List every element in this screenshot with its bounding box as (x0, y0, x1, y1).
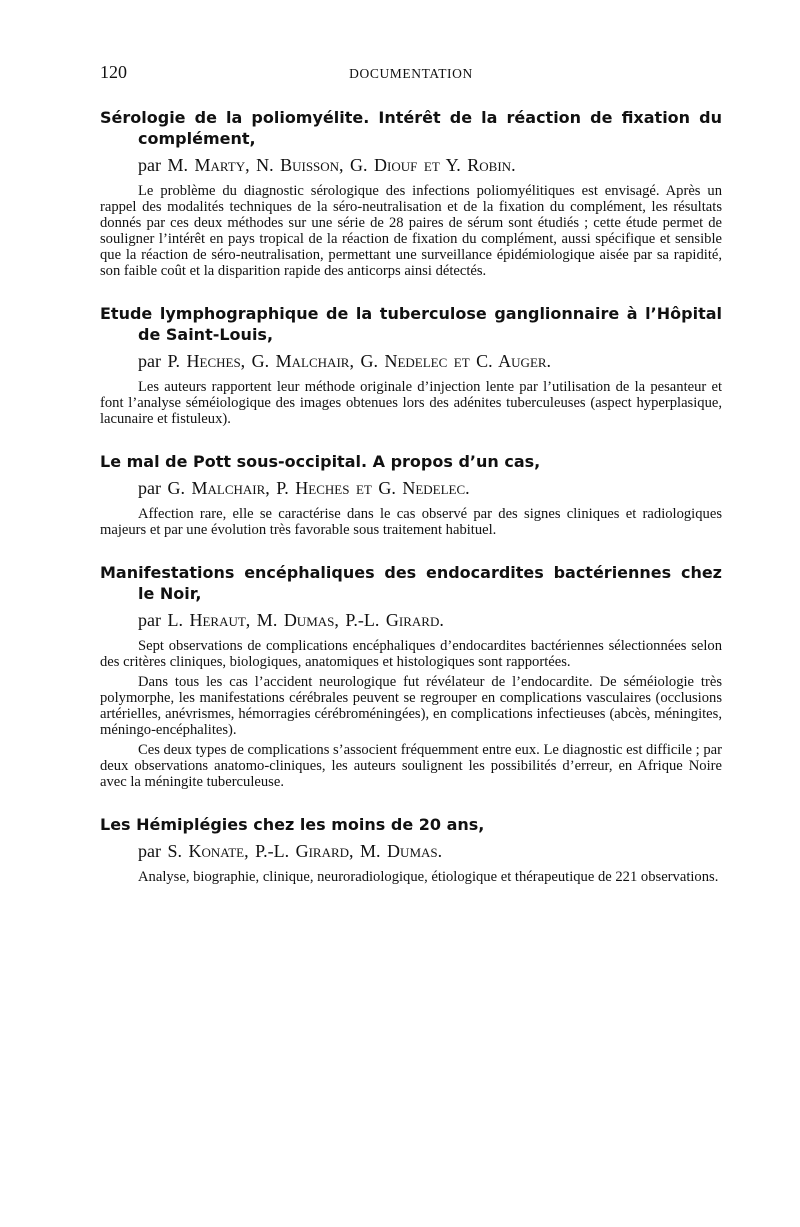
document-page (100, 62, 722, 909)
article-authors: P. Heches, G. Malchair, G. Nedelec et C. Auger. (167, 351, 552, 371)
abstract-paragraph: Dans tous les cas l’accident neurologique fut révélateur de l’endocardite. De séméiologie très polymorphe, les manifestations cérébrales peuvent se regrouper en complications vasculaires (occlusions artérielles, anévrismes, hémorragies cérébroméningées), en complications infectieuses (abcès, méningites, méningo-encéphalites). (100, 674, 722, 738)
abstract-paragraph: Le problème du diagnostic sérologique des infections poliomyélitiques est envisagé. Après un rappel des modalités techniques de la séro-neutralisation et de la fixation du complément, les résultats donnés par ces deux méthodes sur une série de 28 paires de sérum sont étudiés ; cette étude permet de souligner l’intérêt en pays tropical de la réaction de fixation du complément, aussi spécifique et sensible que la réaction de séro-neutralisation, permettant une surveillance épidémiologique aisée par sa rapidité, son faible coût et la disparition rapide des anticorps ainsi détectés. (100, 183, 722, 279)
page-header (100, 62, 722, 92)
article-byline (138, 153, 722, 177)
running-title: DOCUMENTATION (349, 66, 473, 81)
article-authors: L. Heraut, M. Dumas, P.-L. Girard. (167, 610, 444, 630)
article (100, 562, 722, 790)
abstract-paragraph: Les auteurs rapportent leur méthode originale d’injection lente par l’utilisation de la pesanteur et font l’analyse séméiologique des images obtenues lors des adénites tuberculeuses (aspect hyperplasique, lacunaire et fistuleux). (100, 379, 722, 427)
byline-par: par (138, 478, 161, 498)
article-authors: S. Konate, P.-L. Girard, M. Dumas. (167, 841, 443, 861)
article-authors: G. Malchair, P. Heches et G. Nedelec. (167, 478, 470, 498)
byline-par: par (138, 610, 161, 630)
byline-par: par (138, 155, 161, 175)
article (100, 107, 722, 279)
article (100, 814, 722, 885)
byline-par: par (138, 351, 161, 371)
article-title: Etude lymphographique de la tuberculose ganglionnaire à l’Hôpital de Saint-Louis, (100, 304, 722, 344)
article-byline (138, 608, 722, 632)
article (100, 451, 722, 538)
article-title: Le mal de Pott sous-occipital. A propos d’un cas, (100, 452, 541, 471)
article-authors: M. Marty, N. Buisson, G. Diouf et Y. Robin. (167, 155, 516, 175)
article-title: Les Hémiplégies chez les moins de 20 ans, (100, 815, 485, 834)
byline-par: par (138, 841, 161, 861)
abstract-paragraph: Sept observations de complications encéphaliques d’endocardites bactériennes sélectionnées selon des critères cliniques, biologiques, anatomiques et histologiques sont rapportées. (100, 638, 722, 670)
page-number: 120 (100, 62, 127, 82)
abstract-paragraph: Analyse, biographie, clinique, neuroradiologique, étiologique et thérapeutique de 221 observations. (138, 869, 719, 885)
abstract-paragraph: Ces deux types de complications s’associent fréquemment entre eux. Le diagnostic est difficile ; par deux observations anatomo-cliniques, les auteurs soulignent les possibilités d’erreur, en Afrique Noire avec la méningite tuberculeuse. (100, 742, 722, 790)
article-byline (138, 476, 722, 500)
article-title: Sérologie de la poliomyélite. Intérêt de la réaction de fixation du complément, (100, 108, 722, 148)
article (100, 303, 722, 427)
abstract-paragraph: Affection rare, elle se caractérise dans le cas observé par des signes cliniques et radiologiques majeurs et par une évolution très favorable sous traitement habituel. (100, 506, 722, 538)
article-byline (138, 349, 722, 373)
article-byline (138, 839, 722, 863)
article-title: Manifestations encéphaliques des endocardites bactériennes chez le Noir, (100, 563, 722, 603)
